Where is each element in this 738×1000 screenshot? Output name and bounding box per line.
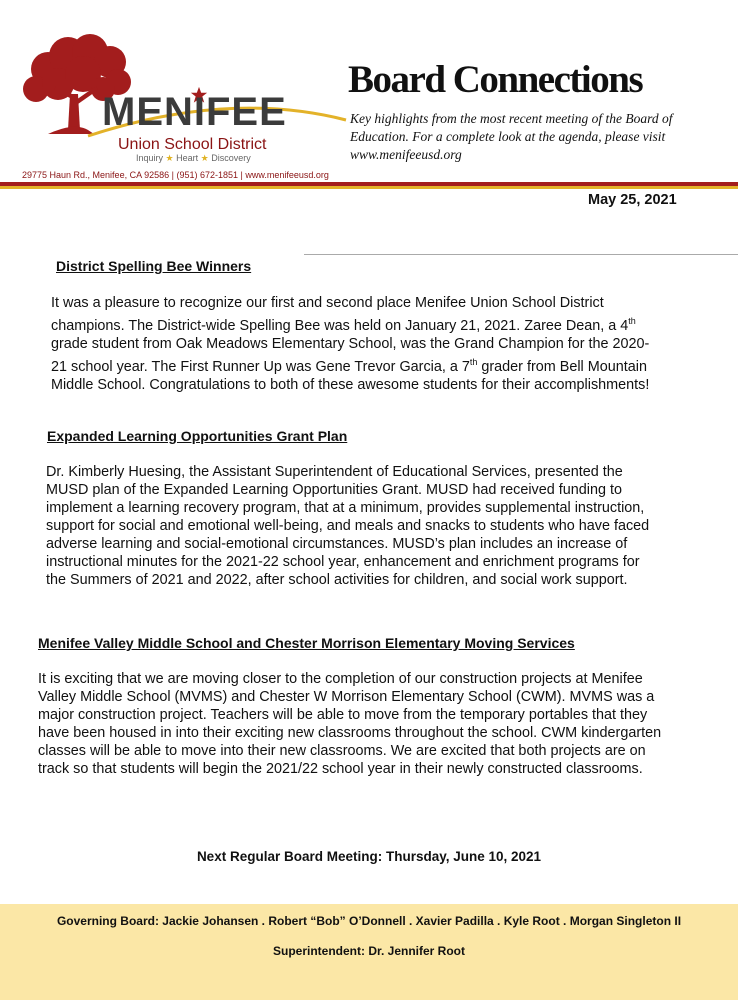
paragraph-line: 21 school year. The First Runner Up was Gene Trevor Garcia, a 7th grader from Bell Mountain [51, 356, 647, 375]
paragraph-line: It was a pleasure to recognize our first and second place Menifee Union School District [51, 295, 604, 311]
newsletter-subtitle: Key highlights from the most recent meeting of the Board of Education. For a complete look at the agenda, please visit www.menifeeusd.org [350, 111, 673, 162]
paragraph-line: instructional minutes for the 2021-22 school year, enhancement and enrichment programs for [46, 554, 640, 570]
logo-district: Union School District [118, 136, 267, 153]
paragraph-line: Middle School. Congratulations to both of these awesome students for their accomplishments! [51, 376, 650, 393]
paragraph-line: support for social and emotional well-being, and meals and snacks to students who have faced [46, 518, 650, 534]
paragraph-line: grade student from Oak Meadows Elementary School, was the Grand Champion for the 2020- [51, 335, 650, 352]
section-heading-moving-services: Menifee Valley Middle School and Chester Morrison Elementary Moving Services [38, 635, 575, 651]
section-body-spelling-bee [51, 294, 731, 394]
district-address: 29775 Haun Rd., Menifee, CA 92586 | (951) 672-1851 | www.menifeeusd.org [22, 170, 329, 180]
paragraph-line: classes will be able to move into their new classrooms. We are excited that both projects are on [38, 743, 646, 759]
header-divider-gold [0, 186, 738, 189]
section-heading-spelling-bee: District Spelling Bee Winners [56, 258, 252, 274]
section-body-elo-grant [46, 463, 726, 589]
paragraph-line: It is exciting that we are moving closer to the completion of our construction projects at Menifee [38, 671, 643, 687]
section-body-moving-services [38, 670, 728, 778]
newsletter-title: Board Connections [348, 58, 643, 101]
paragraph-line: adverse learning and social-emotional circumstances. MUSD’s plan includes an increase of [46, 536, 628, 552]
tagline-discovery: Discovery [211, 153, 251, 163]
district-logo [18, 34, 338, 184]
tagline-star-icon: ★ [200, 153, 209, 163]
paragraph-line: Valley Middle School (MVMS) and Chester W Morrison Elementary School (CWM). MVMS was a [38, 689, 655, 705]
footer-band [0, 904, 738, 1000]
section-rule [304, 254, 738, 255]
governing-board: Governing Board: Jackie Johansen . Robert “Bob” O’Donnell . Xavier Padilla . Kyle Root . Morgan Singleton II [56, 914, 682, 928]
paragraph-line: Dr. Kimberly Huesing, the Assistant Superintendent of Educational Services, presented the [46, 464, 623, 480]
tagline-heart: Heart [176, 153, 199, 163]
section-heading-elo-grant: Expanded Learning Opportunities Grant Plan [47, 428, 348, 444]
logo-name: MENIFEE [102, 90, 287, 134]
paragraph-line: track so that students will begin the 2021/22 school year in their newly constructed classrooms. [38, 761, 643, 777]
meeting-date: May 25, 2021 [588, 192, 677, 208]
paragraph-line: have been housed in into their exciting new classrooms throughout the school. CWM kindergarten [38, 725, 662, 741]
paragraph-line: major construction project. Teachers will be able to move from the temporary portables that they [38, 707, 648, 723]
logo-tagline [136, 154, 251, 163]
tagline-star-icon: ★ [165, 153, 174, 163]
paragraph-line: MUSD plan of the Expanded Learning Opportunities Grant. MUSD had received funding to [46, 482, 622, 498]
paragraph-line: the Summers of 2021 and 2022, after school activities for children, and social work support. [46, 572, 628, 588]
tagline-inquiry: Inquiry [136, 153, 164, 163]
paragraph-line: implement a learning recovery program, that at a minimum, provides supplemental instruction, [46, 500, 645, 516]
paragraph-line: champions. The District-wide Spelling Bee was held on January 21, 2021. Zaree Dean, a 4th [51, 316, 636, 334]
superintendent: Superintendent: Dr. Jennifer Root [272, 944, 465, 958]
next-meeting: Next Regular Board Meeting: Thursday, June 10, 2021 [196, 849, 542, 864]
